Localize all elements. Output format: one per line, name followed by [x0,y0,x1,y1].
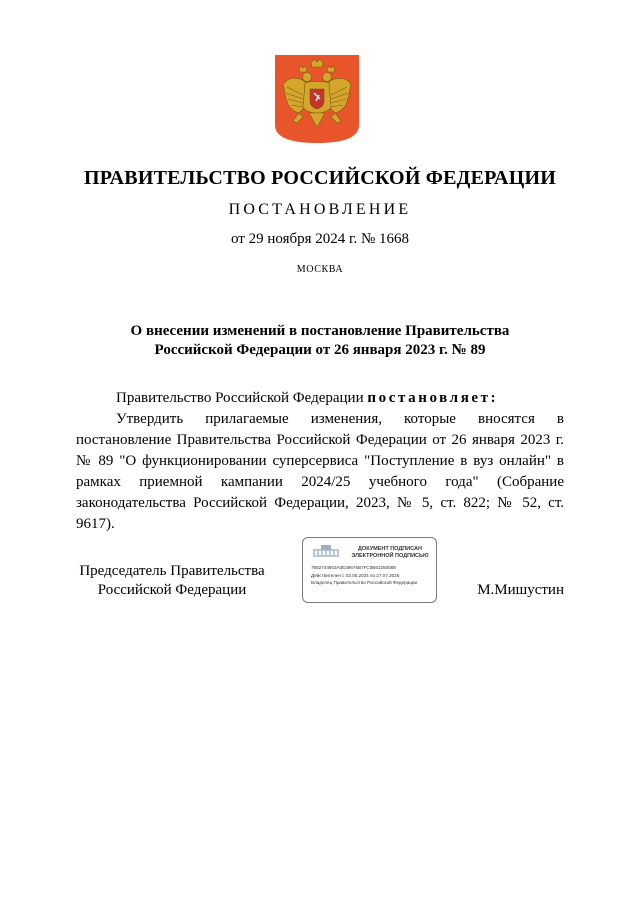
stamp-certificate-number: 7882744803A0E39676B7FC0B61250088 [311,565,396,570]
subject-line-1: О внесении изменений в постановление Правительства [130,323,510,339]
government-title: ПРАВИТЕЛЬСТВО РОССИЙСКОЙ ФЕДЕРАЦИИ [84,167,556,189]
signatory-position-line-2: Российской Федерации [97,582,247,598]
coat-of-arms-emblem [275,55,359,143]
paragraph-1-lead: Правительство Российской Федерации [116,390,364,406]
paragraph-1-decides: постановляет: [367,390,499,406]
decree-body [76,388,564,535]
decree-city: МОСКВА [296,264,344,275]
stamp-title-line-2: ЭЛЕКТРОННОЙ ПОДПИСЬЮ [351,553,429,559]
decree-type: ПОСТАНОВЛЕНИЕ [228,201,412,218]
decree-date-number: от 29 ноября 2024 г. № 1668 [230,231,410,247]
signatory-name: М.Мишустин [477,582,564,598]
electronic-signature-stamp [302,537,437,603]
body-paragraph-2: Утвердить прилагаемые изменения, которые вносятся в постановление Правительства Российской Федерации от 26 января 2023 г. № 89 "О функционировании суперсервиса "Поступление в вуз онлайн" в рамках приемной кампании 2024/25 учебного года" (Собрание законодательства Российской Федерации, 2023, № 5, ст. 822; № 52, ст. 9617). [76,411,564,532]
stamp-owner: Владелец Правительство Российской Федерации [311,580,418,585]
subject-line-2: Российской Федерации от 26 января 2023 г. № 89 [154,342,486,358]
government-building-icon [311,544,341,558]
stamp-title [347,546,433,560]
decree-subject [0,322,640,360]
body-paragraph-1 [76,388,564,409]
signatory-position-line-1: Председатель Правительства [79,563,265,579]
stamp-validity: Действителен с 03.05.2024 по 27.07.2025 [311,573,400,578]
signatory-position [76,562,268,600]
stamp-title-line-1: ДОКУМЕНТ ПОДПИСАН [358,546,422,552]
